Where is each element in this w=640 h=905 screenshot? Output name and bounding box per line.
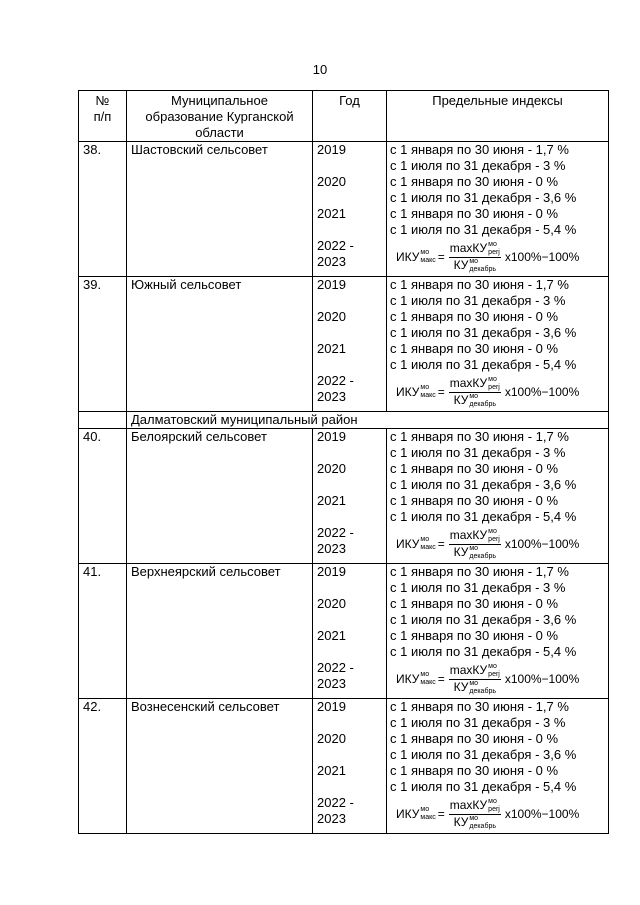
period-index: с 1 января по 30 июня - 1,7 % (390, 142, 569, 157)
header-year: Год (313, 91, 387, 142)
period-index: с 1 июля по 31 декабря - 3 % (390, 158, 566, 173)
year-label: 2020 (317, 309, 346, 324)
period-index: с 1 июля по 31 декабря - 3,6 % (390, 747, 577, 762)
year-label: 2021 (317, 341, 346, 356)
formula-tail: х100%−100% (504, 672, 580, 686)
period-index: с 1 января по 30 июня - 0 % (390, 174, 559, 189)
formula-tail: х100%−100% (504, 807, 580, 821)
period-index: с 1 июля по 31 декабря - 5,4 % (390, 222, 577, 237)
index-formula (390, 373, 606, 411)
year-label: 2019 (317, 564, 346, 579)
period-index: с 1 января по 30 июня - 0 % (390, 628, 559, 643)
formula-equals: = (437, 672, 445, 686)
period-index: с 1 января по 30 июня - 0 % (390, 461, 559, 476)
year-label: 2019 (317, 142, 346, 157)
period-index: с 1 июля по 31 декабря - 5,4 % (390, 644, 577, 659)
formula-equals: = (437, 807, 445, 821)
formula-tail: х100%−100% (504, 385, 580, 399)
indexes-cell (387, 564, 609, 699)
year-label: 2021 (317, 493, 346, 508)
period-index: с 1 июля по 31 декабря - 3,6 % (390, 190, 577, 205)
formula-tail: х100%−100% (504, 537, 580, 551)
period-index: с 1 июля по 31 декабря - 3 % (390, 715, 566, 730)
formula-tail: х100%−100% (504, 250, 580, 264)
period-index: с 1 января по 30 июня - 1,7 % (390, 564, 569, 579)
year-label: 2020 (317, 596, 346, 611)
formula-lhs: ИКУ мо макс (396, 806, 436, 822)
period-index: с 1 января по 30 июня - 0 % (390, 763, 559, 778)
header-indexes: Предельные индексы (387, 91, 609, 142)
year-label: 2020 (317, 461, 346, 476)
period-index: с 1 июля по 31 декабря - 3 % (390, 293, 566, 308)
year-label: 2019 (317, 429, 346, 444)
period-index: с 1 июля по 31 декабря - 3,6 % (390, 612, 577, 627)
municipality-name: Южный сельсовет (127, 277, 313, 412)
table-row (79, 142, 609, 277)
formula-fraction: maxКУ мо perj КУ мо декабрь (449, 662, 500, 695)
period-index: с 1 июля по 31 декабря - 3,6 % (390, 477, 577, 492)
period-index: с 1 июля по 31 декабря - 5,4 % (390, 509, 577, 524)
formula-fraction: maxКУ мо perj КУ мо декабрь (449, 797, 500, 830)
index-formula (390, 795, 606, 833)
period-index: с 1 июля по 31 декабря - 3,6 % (390, 325, 577, 340)
period-index: с 1 января по 30 июня - 0 % (390, 309, 559, 324)
table-row (79, 429, 609, 564)
period-index: с 1 января по 30 июня - 1,7 % (390, 277, 569, 292)
row-number: 38. (79, 142, 127, 277)
period-index: с 1 января по 30 июня - 0 % (390, 731, 559, 746)
period-index: с 1 июля по 31 декабря - 5,4 % (390, 357, 577, 372)
region-name: Далматовский муниципальный район (127, 412, 609, 429)
year-label: 2020 (317, 174, 346, 189)
year-label: 2020 (317, 731, 346, 746)
formula-lhs: ИКУ мо макс (396, 384, 436, 400)
table-row (79, 277, 609, 412)
tariff-index-table (78, 90, 609, 834)
indexes-cell (387, 277, 609, 412)
formula-lhs: ИКУ мо макс (396, 249, 436, 265)
municipality-name: Шастовский сельсовет (127, 142, 313, 277)
formula-fraction: maxКУ мо perj КУ мо декабрь (449, 375, 500, 408)
formula-equals: = (437, 250, 445, 264)
formula-equals: = (437, 537, 445, 551)
table-body (79, 142, 609, 834)
region-row (79, 412, 609, 429)
region-num (79, 412, 127, 429)
period-index: с 1 января по 30 июня - 1,7 % (390, 699, 569, 714)
years-cell (313, 699, 387, 834)
formula-fraction: maxКУ мо perj КУ мо декабрь (449, 527, 500, 560)
year-label: 2022 - 2023 (317, 795, 354, 826)
row-number: 39. (79, 277, 127, 412)
formula-fraction: maxКУ мо perj КУ мо декабрь (449, 240, 500, 273)
table-header-row (79, 91, 609, 142)
year-label: 2021 (317, 763, 346, 778)
year-label: 2022 - 2023 (317, 525, 354, 556)
indexes-cell (387, 699, 609, 834)
row-number: 41. (79, 564, 127, 699)
period-index: с 1 июля по 31 декабря - 3 % (390, 580, 566, 595)
year-label: 2022 - 2023 (317, 373, 354, 404)
years-cell (313, 142, 387, 277)
index-formula (390, 525, 606, 563)
municipality-name: Верхнеярский сельсовет (127, 564, 313, 699)
year-label: 2021 (317, 206, 346, 221)
indexes-cell (387, 429, 609, 564)
years-cell (313, 564, 387, 699)
table-row (79, 564, 609, 699)
index-formula (390, 660, 606, 698)
period-index: с 1 января по 30 июня - 0 % (390, 596, 559, 611)
period-index: с 1 января по 30 июня - 0 % (390, 206, 559, 221)
years-cell (313, 277, 387, 412)
year-label: 2019 (317, 277, 346, 292)
page-number: 10 (312, 62, 328, 77)
years-cell (313, 429, 387, 564)
formula-lhs: ИКУ мо макс (396, 671, 436, 687)
year-label: 2019 (317, 699, 346, 714)
formula-equals: = (437, 385, 445, 399)
period-index: с 1 июля по 31 декабря - 5,4 % (390, 779, 577, 794)
period-index: с 1 июля по 31 декабря - 3 % (390, 445, 566, 460)
year-label: 2021 (317, 628, 346, 643)
period-index: с 1 января по 30 июня - 1,7 % (390, 429, 569, 444)
header-municipality: Муниципальное образование Курганской области (127, 91, 313, 142)
row-number: 42. (79, 699, 127, 834)
formula-lhs: ИКУ мо макс (396, 536, 436, 552)
index-formula (390, 238, 606, 276)
period-index: с 1 января по 30 июня - 0 % (390, 493, 559, 508)
table-row (79, 699, 609, 834)
header-num: № п/п (79, 91, 127, 142)
municipality-name: Вознесенский сельсовет (127, 699, 313, 834)
municipality-name: Белоярский сельсовет (127, 429, 313, 564)
year-label: 2022 - 2023 (317, 660, 354, 691)
period-index: с 1 января по 30 июня - 0 % (390, 341, 559, 356)
year-label: 2022 - 2023 (317, 238, 354, 269)
indexes-cell (387, 142, 609, 277)
row-number: 40. (79, 429, 127, 564)
